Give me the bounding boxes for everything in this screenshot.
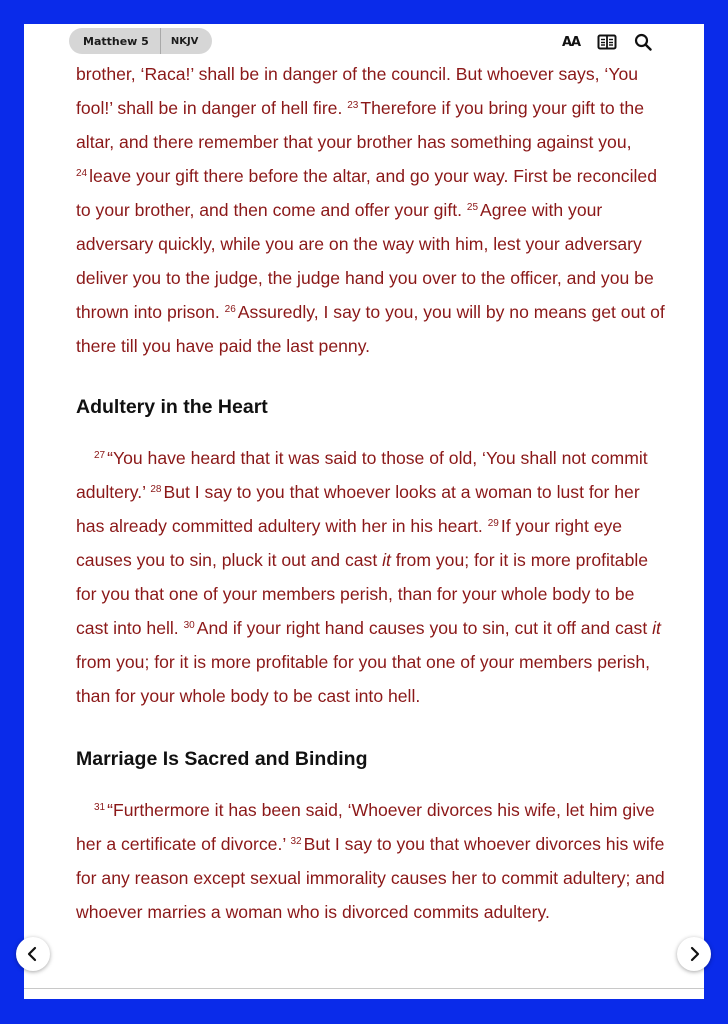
verse-number: 25 bbox=[466, 202, 479, 213]
verse-number: 23 bbox=[347, 100, 359, 111]
verse-22-text: brother, ‘Raca!’ shall be in danger of the council. But whoever says, ‘You fool!’ shall be in danger of hell fire. bbox=[76, 64, 639, 118]
chevron-right-icon bbox=[687, 946, 701, 962]
reference-selector[interactable] bbox=[69, 28, 212, 54]
text-size-label: AA bbox=[561, 34, 581, 50]
verse-31-text: “Furthermore it has been said, ‘Whoever divorces his wife, let him give her a certificate of divorce.’ bbox=[76, 800, 655, 854]
paragraph-verses-22-26 bbox=[76, 57, 666, 363]
verse-29-text: If your right eye causes you to sin, pluck it out and cast bbox=[76, 516, 623, 570]
italic-word: it bbox=[382, 550, 391, 570]
reader-page bbox=[24, 24, 704, 999]
verse-25-text: Agree with your adversary quickly, while you are on the way with him, lest your adversary deliver you to the judge, the judge hand you over to the officer, and you be thrown into prison. bbox=[76, 200, 654, 322]
verse-24-text: leave your gift there before the altar, and go your way. First be reconciled to your brother, and then come and offer your gift. bbox=[76, 166, 657, 220]
top-toolbar bbox=[24, 24, 704, 60]
version-selector[interactable]: NKJV bbox=[170, 35, 199, 47]
verse-number: 26 bbox=[224, 304, 236, 315]
paragraph-verses-27-30 bbox=[76, 441, 666, 713]
verse-29-text-cont: from you; for it is more profitable for you that one of your members perish, than for your whole body to be cast into hell. bbox=[76, 550, 649, 638]
verse-number: 30 bbox=[183, 620, 195, 631]
verse-number: 29 bbox=[487, 518, 499, 529]
verse-number: 24 bbox=[76, 168, 88, 179]
section-heading-marriage: Marriage Is Sacred and Binding bbox=[76, 748, 368, 770]
chevron-left-icon bbox=[26, 946, 40, 962]
verse-number: 32 bbox=[290, 836, 302, 847]
previous-chapter-button[interactable] bbox=[16, 937, 50, 971]
verse-26-text: Assuredly, I say to you, you will by no means get out of there till you have paid the last penny. bbox=[76, 302, 665, 356]
verse-23-text: Therefore if you bring your gift to the altar, and there remember that your brother has something against you, bbox=[76, 98, 644, 152]
chapter-selector[interactable]: Matthew 5 bbox=[69, 28, 161, 54]
verse-30-text-cont: from you; for it is more profitable for you that one of your members perish, than for your whole body to be cast into hell. bbox=[76, 652, 650, 706]
passage-text bbox=[76, 57, 666, 929]
verse-number: 31 bbox=[94, 802, 106, 813]
text-size-icon[interactable] bbox=[560, 32, 582, 52]
section-heading-adultery: Adultery in the Heart bbox=[76, 396, 268, 418]
verse-number: 28 bbox=[150, 484, 162, 495]
next-chapter-button[interactable] bbox=[677, 937, 711, 971]
toolbar-actions bbox=[560, 32, 654, 52]
search-icon[interactable] bbox=[632, 32, 654, 52]
book-icon[interactable] bbox=[596, 32, 618, 52]
verse-30-text: And if your right hand causes you to sin, cut it off and cast bbox=[196, 618, 648, 638]
paragraph-verses-31-32 bbox=[76, 793, 666, 929]
verse-27-text: “You have heard that it was said to those of old, ‘You shall not commit adultery.’ bbox=[76, 448, 648, 502]
verse-28-text: But I say to you that whoever looks at a woman to lust for her has already committed adultery with her in his heart. bbox=[76, 482, 640, 536]
italic-word: it bbox=[652, 618, 661, 638]
verse-32-text: But I say to you that whoever divorces his wife for any reason except sexual immorality causes her to commit adultery; and whoever marries a woman who is divorced commits adultery. bbox=[76, 834, 665, 922]
verse-number: 27 bbox=[94, 450, 106, 461]
page-bottom-divider bbox=[24, 988, 704, 989]
